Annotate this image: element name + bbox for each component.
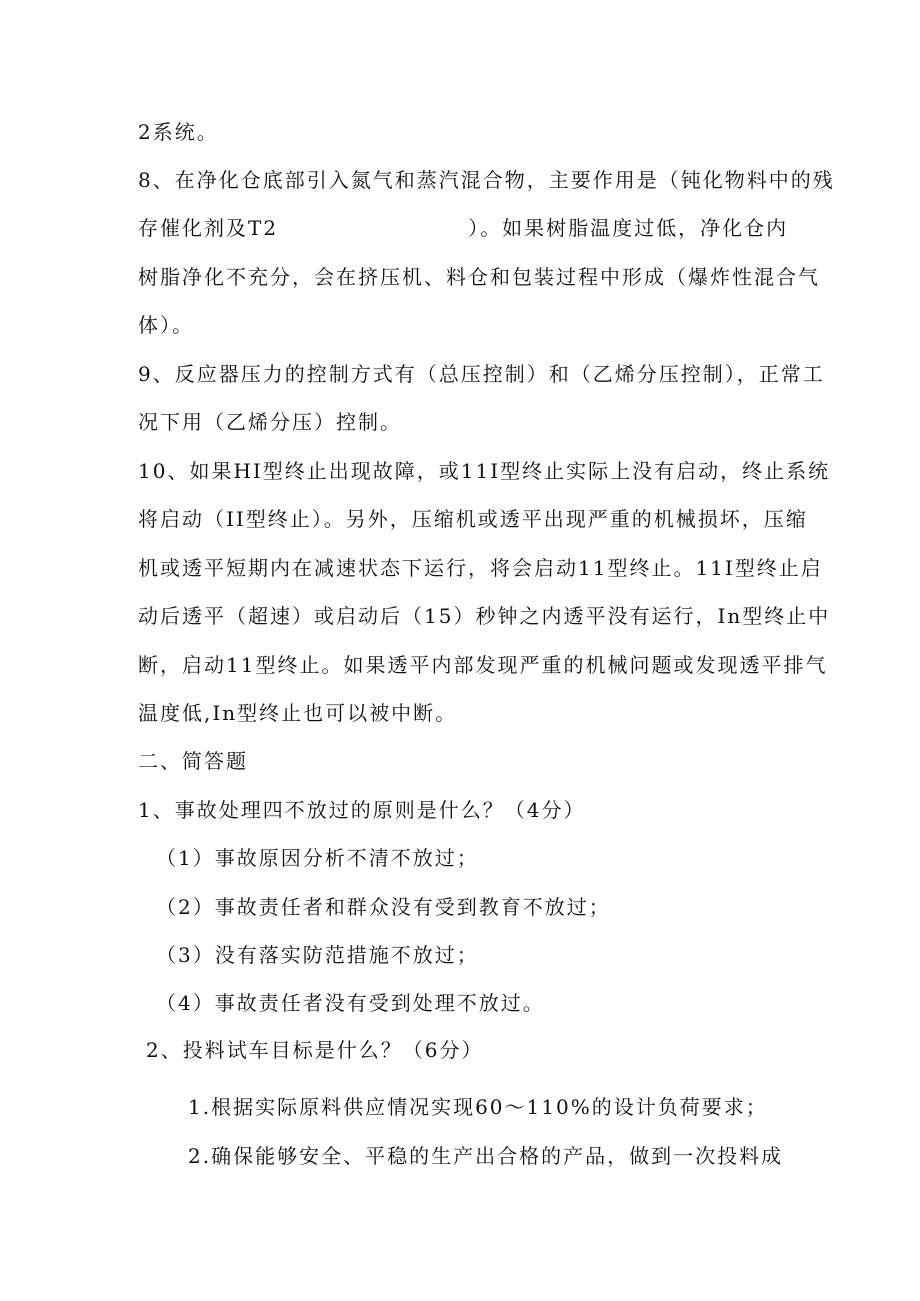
answer-1-item-3: （3）没有落实防范措施不放过； (156, 943, 479, 967)
text-line-6: 9、反应器压力的控制方式有（总压控制）和（乙烯分压控制），正常工 (138, 362, 825, 386)
answer-2-item-1: 1.根据实际原料供应情况实现60～110%的设计负荷要求； (188, 1095, 768, 1119)
text-line-2: 8、在净化仓底部引入氮气和蒸汽混合物，主要作用是（钝化物料中的残 (138, 168, 835, 192)
text-line-1: 2系统。 (138, 120, 219, 144)
question-2: 2、投料试车目标是什么？（6分） (146, 1038, 484, 1062)
answer-1-item-2: （2）事故责任者和群众没有受到教育不放过； (156, 895, 611, 919)
answer-2-item-2: 2.确保能够安全、平稳的生产出合格的产品，做到一次投料成 (188, 1144, 784, 1168)
answer-1-item-1: （1）事故原因分析不清不放过； (156, 846, 479, 870)
text-line-12: 断，启动11型终止。如果透平内部发现严重的机械问题或发现透平排气 (138, 653, 828, 677)
question-1: 1、事故处理四不放过的原则是什么？（4分） (138, 798, 586, 822)
text-line-13: 温度低,In型终止也可以被中断。 (138, 701, 458, 725)
text-line-3-part-a: 存催化剂及T2 (138, 216, 279, 240)
text-line-8: 10、如果HI型终止出现故障，或11I型终止实际上没有启动，终止系统 (138, 459, 831, 483)
text-line-11: 动后透平（超速）或启动后（15）秒钟之内透平没有运行，In型终止中 (138, 604, 831, 628)
text-line-9: 将启动（II型终止）。另外，压缩机或透平出现严重的机械损坏，压缩 (138, 507, 808, 531)
text-line-7: 况下用（乙烯分压）控制。 (138, 410, 402, 434)
section-heading: 二、简答题 (138, 749, 248, 773)
text-line-4: 树脂净化不充分，会在挤压机、料仓和包装过程中形成（爆炸性混合气 (138, 265, 820, 289)
text-line-5: 体）。 (138, 313, 194, 337)
text-line-3 (138, 214, 788, 242)
text-line-3-part-b: ）。如果树脂温度过低，净化仓内 (468, 216, 789, 240)
text-line-10: 机或透平短期内在减速状态下运行，将会启动11型终止。11I型终止启 (138, 556, 823, 580)
answer-1-item-4: （4）事故责任者没有受到处理不放过。 (156, 991, 545, 1015)
